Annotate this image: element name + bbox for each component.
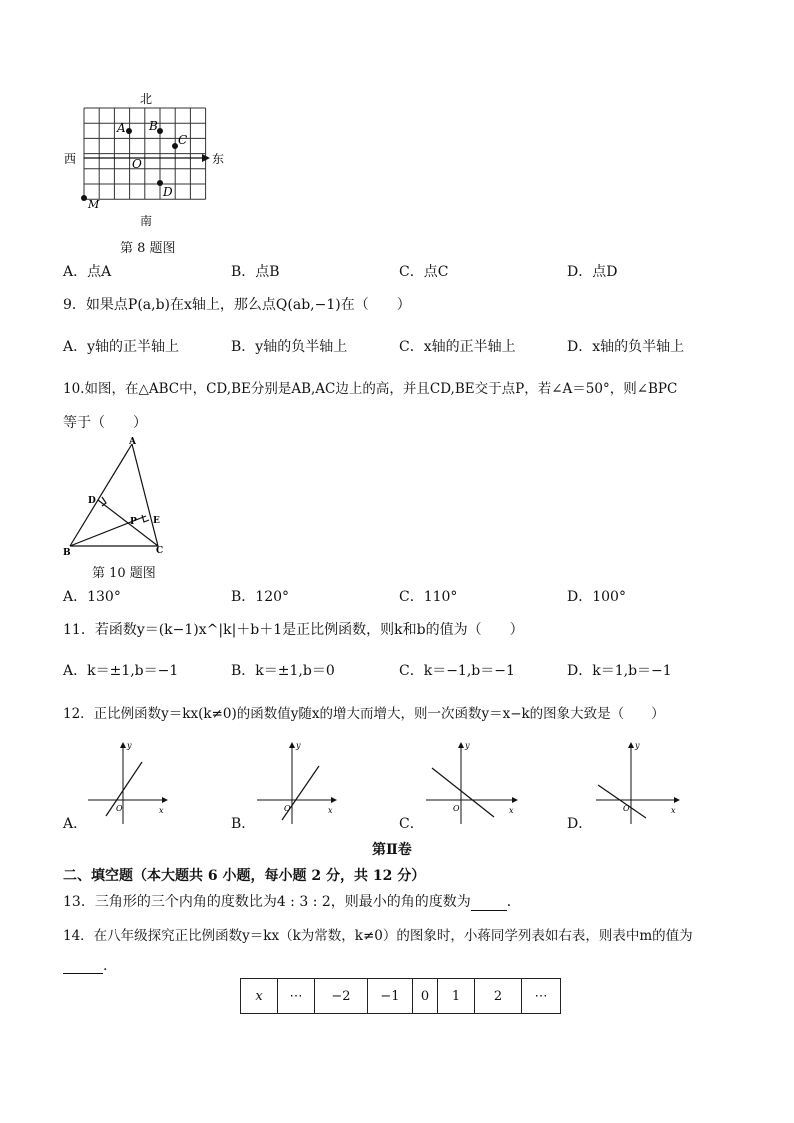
q12-option-d[interactable]: D． xyxy=(567,816,593,832)
q8-option-d[interactable]: D．点D xyxy=(567,264,618,280)
label-d: D xyxy=(88,496,96,506)
q13-answer-blank[interactable] xyxy=(471,896,507,911)
q14-table xyxy=(240,978,561,1014)
q12-graph-a[interactable] xyxy=(86,740,168,826)
svg-text:y: y xyxy=(635,741,640,750)
q10-caption: 第 10 题图 xyxy=(92,566,156,581)
x-arrow-icon xyxy=(331,797,337,803)
q14-stem-line2 xyxy=(63,958,107,974)
svg-text:O: O xyxy=(284,804,291,813)
label-a: A xyxy=(129,437,136,447)
q11-stem: 11．若函数y＝(k−1)x^|k|＋b＋1是正比例函数，则k和b的值为（ ） xyxy=(63,622,524,638)
table-cell: ⋯ xyxy=(522,979,561,1014)
section-heading: 二、填空题（本大题共 6 小题，每小题 2 分，共 12 分） xyxy=(63,868,426,884)
q10-option-d[interactable]: D．100° xyxy=(567,589,626,605)
q8-caption: 第 8 题图 xyxy=(120,241,176,256)
svg-text:y: y xyxy=(465,741,470,750)
table-cell: x xyxy=(241,979,278,1014)
q8-grid-svg xyxy=(60,88,240,233)
south-label: 南 xyxy=(140,214,153,228)
y-arrow-icon xyxy=(628,742,634,748)
q10-option-b[interactable]: B．120° xyxy=(231,589,290,605)
table-cell: 0 xyxy=(413,979,438,1014)
q8-option-b[interactable]: B．点B xyxy=(231,264,280,280)
q9-option-b[interactable]: B．y轴的负半轴上 xyxy=(231,339,348,355)
north-label: 北 xyxy=(140,92,153,106)
table-cell: −1 xyxy=(368,979,413,1014)
label-b: B xyxy=(149,119,158,133)
label-a: A xyxy=(117,121,126,135)
svg-text:x: x xyxy=(671,806,676,815)
point-m xyxy=(81,195,87,201)
q9-option-d[interactable]: D．x轴的负半轴上 xyxy=(567,339,685,355)
q9-stem: 9．如果点P(a,b)在x轴上，那么点Q(ab,−1)在（ ） xyxy=(63,297,411,313)
q10-stem-line1: 10.如图，在△ABC中，CD,BE分别是AB,AC边上的高，并且CD,BE交于点P，若∠A＝50°，则∠BPC xyxy=(63,381,678,397)
label-o: O xyxy=(132,157,142,171)
point-b xyxy=(157,128,163,134)
east-label: 东 xyxy=(212,152,225,166)
q12-graph-b[interactable] xyxy=(255,740,337,826)
point-a xyxy=(126,128,132,134)
section-title: 第Ⅱ卷 xyxy=(372,842,412,858)
q12-graph-c[interactable] xyxy=(424,740,518,826)
label-d: D xyxy=(163,185,173,199)
q10-stem-line2: 等于（ ） xyxy=(63,415,147,431)
triangle-svg xyxy=(60,436,180,558)
q14-stem-line1: 14．在八年级探究正比例函数y＝kx（k为常数，k≠0）的图象时，小蒋同学列表如右表，则表中m的值为 xyxy=(63,928,693,944)
west-label: 西 xyxy=(64,152,77,166)
q9-option-a[interactable]: A．y轴的正半轴上 xyxy=(63,339,180,355)
label-c: C xyxy=(178,133,188,147)
y-arrow-icon xyxy=(458,742,464,748)
q13-text: 13．三角形的三个内角的度数比为4 : 3 : 2，则最小的角的度数为 xyxy=(63,894,471,910)
svg-text:y: y xyxy=(296,741,301,750)
q8-figure xyxy=(60,88,240,233)
q8-option-a[interactable]: A．点A xyxy=(63,264,112,280)
x-arrow-icon xyxy=(674,797,680,803)
q14-answer-blank[interactable] xyxy=(63,959,103,974)
table-cell: 1 xyxy=(438,979,475,1014)
q8-option-c[interactable]: C．点C xyxy=(399,264,449,280)
svg-text:y: y xyxy=(127,741,132,750)
label-p: P xyxy=(130,517,137,527)
table-cell: 2 xyxy=(475,979,522,1014)
q12-stem: 12．正比例函数y＝kx(k≠0)的函数值y随x的增大而增大，则一次函数y＝x−k的图象大致是（ ） xyxy=(63,706,665,722)
q9-option-c[interactable]: C．x轴的正半轴上 xyxy=(399,339,516,355)
label-c: C xyxy=(156,546,164,556)
label-e: E xyxy=(153,516,160,526)
q12-option-c[interactable]: C． xyxy=(399,816,424,832)
svg-text:O: O xyxy=(623,804,630,813)
y-arrow-icon xyxy=(120,742,126,748)
q12-option-a[interactable]: A． xyxy=(63,816,88,832)
q11-option-d[interactable]: D．k＝1,b＝−1 xyxy=(567,663,672,679)
table-cell: −2 xyxy=(315,979,368,1014)
svg-text:O: O xyxy=(453,804,460,813)
table-row xyxy=(241,979,561,1014)
q11-option-a[interactable]: A．k＝±1,b＝−1 xyxy=(63,663,179,679)
y-arrow-icon xyxy=(289,742,295,748)
svg-text:O: O xyxy=(116,804,123,813)
q12-option-b[interactable]: B． xyxy=(231,816,256,832)
q13-period: ． xyxy=(506,894,521,910)
svg-text:x: x xyxy=(159,806,164,815)
svg-text:x: x xyxy=(509,806,514,815)
svg-text:x: x xyxy=(328,806,333,815)
label-m: M xyxy=(88,198,100,211)
table-cell: ⋯ xyxy=(278,979,315,1014)
x-arrow-icon xyxy=(512,797,518,803)
q11-option-c[interactable]: C．k＝−1,b＝−1 xyxy=(399,663,515,679)
q13-stem xyxy=(63,891,521,911)
q11-option-b[interactable]: B．k＝±1,b＝0 xyxy=(231,663,335,679)
q10-option-a[interactable]: A．130° xyxy=(63,589,121,605)
q14-period: . xyxy=(103,958,108,974)
label-b: B xyxy=(63,548,71,558)
q10-figure xyxy=(60,436,180,558)
q10-option-c[interactable]: C．110° xyxy=(399,589,458,605)
x-arrow-icon xyxy=(162,797,168,803)
q12-graph-d[interactable] xyxy=(594,740,680,826)
